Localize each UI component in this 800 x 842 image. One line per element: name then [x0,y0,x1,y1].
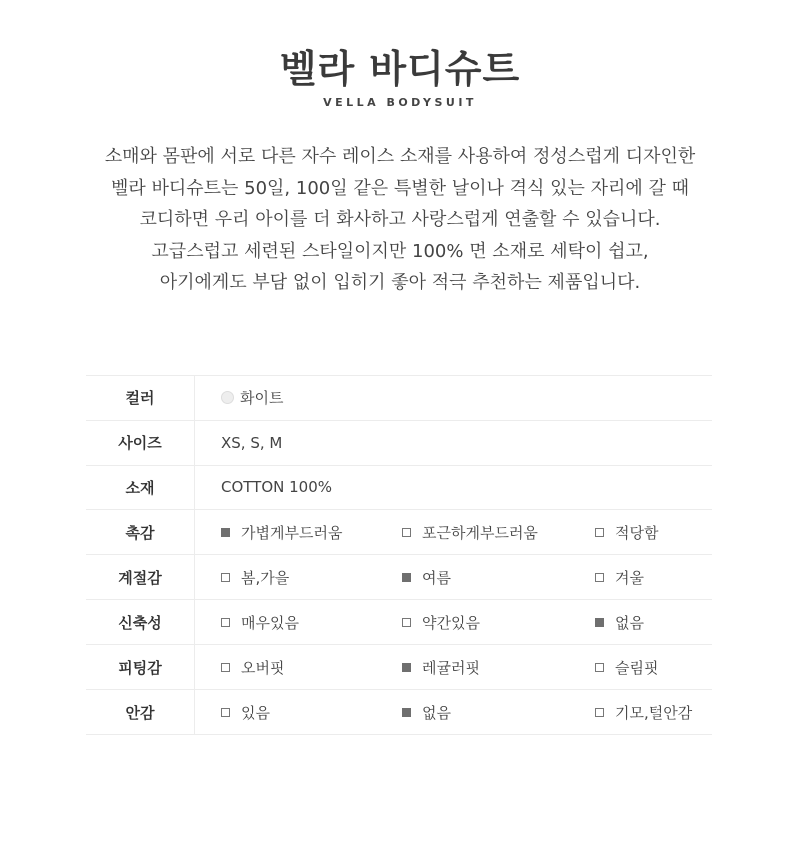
description-line: 아기에게도 부담 없이 입히기 좋아 적극 추천하는 제품입니다. [159,272,641,293]
checked-box-icon [595,618,604,627]
spec-label: 신축성 [86,600,195,645]
color-value: 화이트 [240,389,284,408]
rating-option [221,555,289,599]
rating-option [595,555,644,599]
rating-options [195,600,713,645]
rating-option-label: 가볍게부드러움 [241,523,343,542]
size-value: XS, S, M [195,420,713,465]
unchecked-box-icon [595,663,604,672]
material-value: COTTON 100% [195,465,713,510]
unchecked-box-icon [221,618,230,627]
spec-row-rating [86,555,712,600]
unchecked-box-icon [221,573,230,582]
checked-box-icon [402,573,411,582]
spec-row-rating [86,600,712,645]
rating-option [402,555,451,599]
spec-label: 안감 [86,690,195,735]
rating-option-label: 적당함 [615,523,659,542]
spec-table [86,375,712,735]
description-line: 벨라 바디슈트는 50일, 100일 같은 특별한 날이나 격식 있는 자리에 갈 때 [110,177,689,199]
spec-label: 컬러 [86,376,195,421]
rating-option-label: 약간있음 [422,613,480,632]
rating-option [402,600,480,644]
unchecked-box-icon [402,528,411,537]
rating-options [195,690,713,735]
spec-value [195,376,713,421]
rating-option-label: 슬림핏 [615,658,659,677]
unchecked-box-icon [221,663,230,672]
rating-option [595,690,692,734]
rating-options [195,555,713,600]
rating-option [221,510,342,554]
unchecked-box-icon [402,618,411,627]
rating-option-label: 매우있음 [241,613,299,632]
description-line: 소매와 몸판에 서로 다른 자수 레이스 소재를 사용하여 정성스럽게 디자인한 [104,146,696,167]
spec-row-rating [86,645,712,690]
rating-options [195,645,713,690]
unchecked-box-icon [595,708,604,717]
checked-box-icon [402,663,411,672]
rating-option [402,510,538,554]
rating-option-label: 겨울 [615,568,644,587]
spec-row-size [86,420,712,465]
product-subtitle: VELLA BODYSUIT [323,96,477,109]
description-line: 코디하면 우리 아이를 더 화사하고 사랑스럽게 연출할 수 있습니다. [139,209,661,230]
checked-box-icon [221,528,230,537]
spec-label: 피팅감 [86,645,195,690]
unchecked-box-icon [595,528,604,537]
rating-option-label: 없음 [422,703,451,722]
rating-option-label: 여름 [422,568,451,587]
product-description [60,141,740,299]
spec-row-material [86,465,712,510]
color-swatch-icon [221,391,234,404]
spec-label: 소재 [86,465,195,510]
rating-option-label: 없음 [615,613,644,632]
rating-options [195,510,713,555]
spec-row-rating [86,510,712,555]
rating-option-label: 기모,털안감 [615,703,693,722]
rating-option-label: 봄,가을 [241,568,290,587]
description-line: 고급스럽고 세련된 스타일이지만 100% 면 소재로 세탁이 쉽고, [151,240,649,262]
spec-row-color [86,376,712,421]
rating-option [595,600,644,644]
rating-option [221,645,284,689]
spec-label: 촉감 [86,510,195,555]
rating-option [221,600,299,644]
rating-option-label: 있음 [241,703,270,722]
spec-label: 사이즈 [86,420,195,465]
rating-option-label: 오버핏 [241,658,285,677]
checked-box-icon [402,708,411,717]
rating-option [402,690,451,734]
rating-option-label: 레귤러핏 [422,658,480,677]
rating-option-label: 포근하게부드러움 [422,523,538,542]
spec-row-rating [86,690,712,735]
spec-label: 계절감 [86,555,195,600]
rating-option [595,510,658,554]
rating-option [595,645,658,689]
product-title: 벨라 바디슈트 [279,47,521,91]
rating-option [402,645,480,689]
rating-option [221,690,270,734]
unchecked-box-icon [221,708,230,717]
unchecked-box-icon [595,573,604,582]
